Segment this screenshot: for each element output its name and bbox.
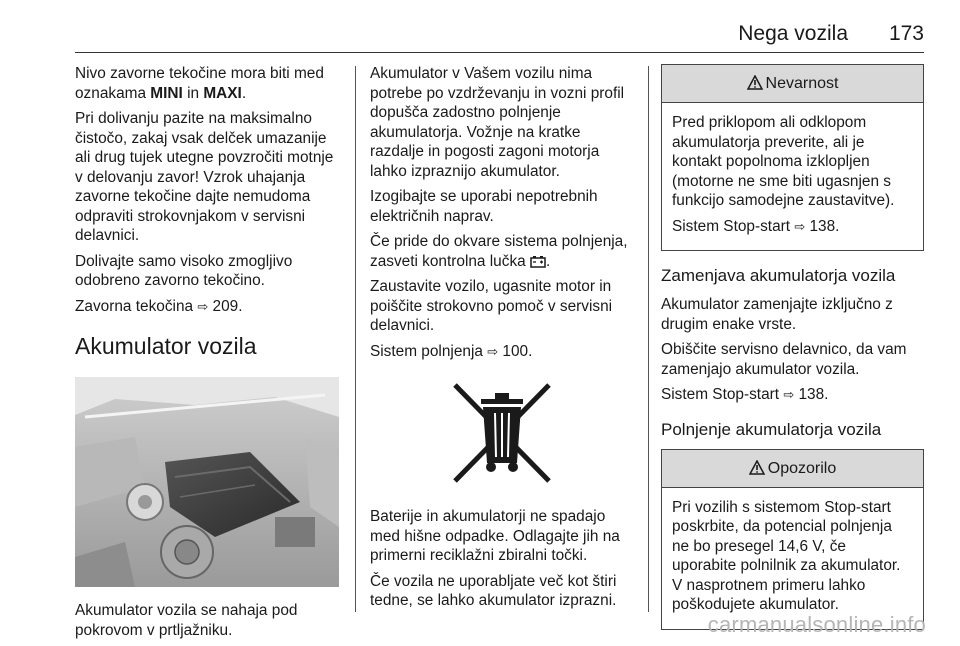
page-reference-icon: ⇨ [783, 387, 795, 402]
column-divider-1 [355, 66, 356, 612]
header-page-number: 173 [888, 22, 924, 45]
crossed-out-bin-icon [447, 379, 557, 487]
photo-caption: Akumulator vozila se nahaja pod pokrovom v prtljažniku. [75, 602, 298, 639]
paragraph-stop-start-ref: Sistem Stop-start ⇨ 138. [661, 386, 829, 403]
column-2 [370, 64, 634, 617]
page-reference-icon: ⇨ [487, 343, 499, 359]
column-1 [75, 64, 343, 646]
watermark: carmanualsonline.info [707, 612, 926, 637]
paragraph-disposal: Baterije in akumulatorji ne spadajo med hišne odpadke. Odlagajte jih na primerni reciklažni zbiralni točki. [370, 508, 620, 564]
paragraph-charging-fault: Če pride do okvare sistema polnjenja, zasveti kontrolna lučka . [370, 233, 628, 270]
page-reference-link[interactable]: 100. [502, 342, 533, 360]
page-reference-link[interactable]: 138. [809, 217, 840, 235]
header-rule [75, 52, 924, 53]
danger-box-title: Nevarnost [662, 65, 923, 103]
heading-battery-charging: Polnjenje akumulatorja vozila [661, 419, 882, 439]
paragraph-replace-same-type: Akumulator zamenjajte izključno z drugim enake vrste. [661, 296, 893, 333]
column-divider-2 [648, 66, 649, 612]
heading-battery-replacement: Zamenjava akumulatorja vozila [661, 266, 896, 285]
battery-warning-light-icon [530, 255, 546, 268]
heading-vehicle-battery: Akumulator vozila [75, 333, 257, 359]
paragraph-avoid-devices: Izogibajte se uporabi nepotrebnih električnih naprav. [370, 188, 598, 225]
warning-box-title: Opozorilo [662, 450, 923, 488]
danger-box [661, 64, 924, 251]
paragraph-brake-fluid-ref: Zavorna tekočina ⇨ 209. [75, 297, 243, 315]
paragraph-discharge: Če vozila ne uporabljate več kot štiri tedne, se lahko akumulator izprazni. [370, 572, 617, 609]
keyword-maxi: MAXI [203, 84, 242, 102]
danger-text: Pred priklopom ali odklopom akumulatorja preverite, ali je kontakt popolnoma izklopljen (motorne ne sme biti ugasnjen s funkcijo samodejne zaustavitve). [672, 114, 895, 209]
warning-box [661, 449, 924, 630]
keyword-mini: MINI [150, 84, 183, 102]
warning-triangle-icon [747, 75, 763, 90]
paragraph-stop-vehicle: Zaustavite vozilo, ugasnite motor in poiščite strokovno pomoč v servisni delavnici. [370, 278, 613, 334]
paragraph-maintenance-free: Akumulator v Vašem vozilu nima potrebe po vzdrževanju in vozni profil dopušča zadostno polnjenje akumulatorja. Vožnje na kratke razdalje in pogosti zagoni motorja lahko izpraznijo akumulator. [370, 65, 625, 180]
page-reference-icon: ⇨ [794, 218, 806, 234]
warning-text: Pri vozilih s sistemom Stop-start poskrbite, da potencial polnjenja ne bo presegel 14,6 V, če uporabite polnilnik za akumulator. V nasprotnem primeru lahko poškodujete akumulator. [672, 498, 901, 613]
paragraph-brake-fluid-level: Nivo zavorne tekočine mora biti med oznakama MINI in MAXI. [75, 65, 324, 102]
danger-stop-start-ref: Sistem Stop-start ⇨ 138. [672, 217, 840, 235]
page-reference-link[interactable]: 209. [212, 297, 243, 315]
paragraph-charging-system-ref: Sistem polnjenja ⇨ 100. [370, 342, 533, 360]
page-header [0, 0, 960, 56]
warning-triangle-icon [749, 460, 765, 475]
battery-location-photo [75, 377, 339, 587]
paragraph-visit-workshop: Obiščite servisno delavnico, da vam zamenjajo akumulator vozila. [661, 341, 907, 378]
page-reference-icon: ⇨ [197, 298, 209, 314]
paragraph-approved-fluid: Dolivajte samo visoko zmogljivo odobreno zavorno tekočino. [75, 252, 293, 289]
column-3 [661, 64, 924, 630]
paragraph-cleanliness: Pri dolivanju pazite na maksimalno čistočo, zakaj vsak delček umazanije ali drug tujek utegne povzročiti motnje v delovanju zavor! Vzrok uhajanja zavorne tekočine dajte nemudoma odpraviti strokovnjakom v servisni delavnici. [75, 110, 334, 244]
header-section-title: Nega vozila [738, 22, 848, 45]
page-reference-link[interactable]: 138. [798, 386, 829, 403]
